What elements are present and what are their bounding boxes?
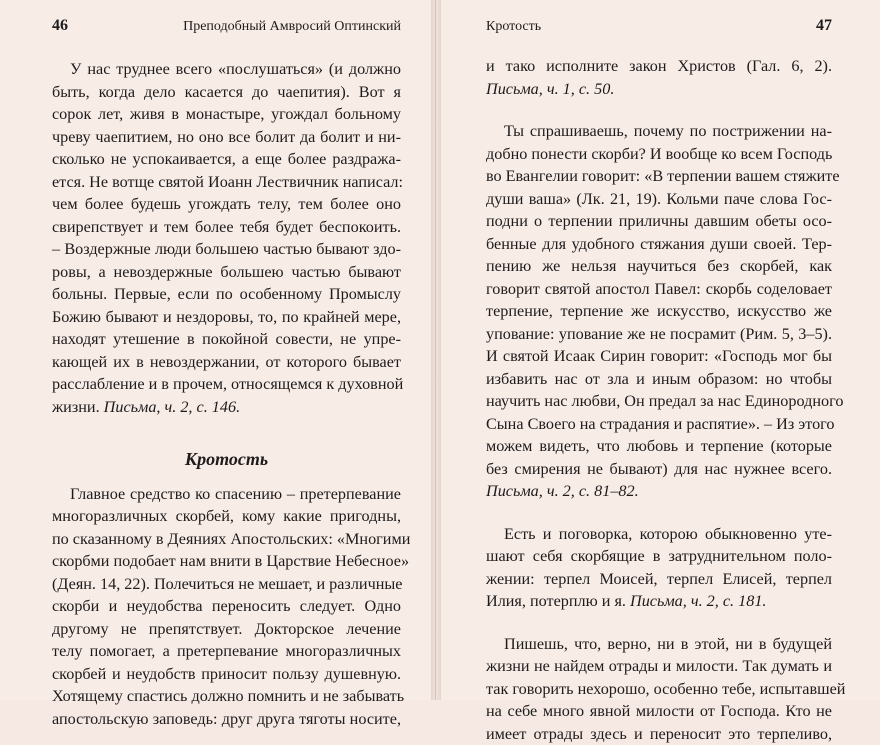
- text-line: находят утешение в покойной совести, не упре-: [52, 328, 401, 351]
- running-head: Преподобный Амвросий Оптинский: [183, 19, 401, 35]
- text-line: по сказанному в Деяниях Апостольских: «Многими: [52, 528, 401, 551]
- text-line: так говорить нехорошо, особенно тебе, испытавшей: [486, 678, 832, 701]
- text-line: сорок лет, живя в монастыре, угождал больному: [52, 103, 401, 126]
- text-line: жизни не найдем отрады и милости. Так думать и: [486, 655, 832, 678]
- text-line: многоразличных скорбей, кому какие пригодны,: [52, 505, 401, 528]
- text-line: ровы, а невоздержные большею частью бывают: [52, 261, 401, 284]
- text-line: – Воздержные люди большею частью бывают здо-: [52, 238, 401, 261]
- citation: Письма, ч. 2, с. 146.: [104, 398, 240, 416]
- left-page: [0, 0, 431, 700]
- paragraph: [486, 55, 832, 100]
- text-line: Сына Своего на страдания и распятие». – Из этого: [486, 413, 832, 436]
- text-line: можем видеть, что любовь и терпение (которые: [486, 435, 832, 458]
- text-line: Пишешь, что, верно, ни в этой, ни в будущей: [486, 633, 832, 656]
- text-line: ется. Не вотще святой Иоанн Лествичник написал:: [52, 171, 401, 194]
- text-line: избавить нас от зла и иным образом: но чтобы: [486, 368, 832, 391]
- text-line: научить нас любви, Он предал за нас Единородного: [486, 390, 832, 413]
- text-line: свирепствует и тем более тебя будет беспокоить.: [52, 216, 401, 239]
- paragraph: [52, 483, 401, 731]
- paragraph: [486, 523, 832, 613]
- text-line: У нас труднее всего «послушаться» (и должно: [52, 58, 401, 81]
- section-heading: Кротость: [52, 448, 401, 471]
- text-fragment: Илия, потерплю и я.: [486, 592, 626, 610]
- text-line: терпение, терпение же искусство, искусство же: [486, 300, 832, 323]
- text-line: скорбей и неудобств приносит пользу душевную.: [52, 663, 401, 686]
- text-line: Есть и поговорка, которою обыкновенно уте-: [486, 523, 832, 546]
- book-gutter: [431, 0, 441, 700]
- text-line: (Деян. 14, 22). Полечиться не мешает, и различные: [52, 573, 401, 596]
- paragraph-gap: [486, 100, 832, 120]
- text-line: души ваша» (Лк. 21, 19). Кольми паче слова Гос-: [486, 188, 832, 211]
- page-number: 47: [816, 17, 832, 35]
- paragraph-gap: [486, 503, 832, 523]
- paragraph-gap: [486, 613, 832, 633]
- text-line: подни о терпении приличны давшим обеты осо-: [486, 210, 832, 233]
- paragraph: [486, 120, 832, 503]
- text-line: [52, 396, 401, 419]
- text-line: больны. Первые, если по особенному Промыслу: [52, 283, 401, 306]
- text-line: другому не препятствует. Докторское лечение: [52, 618, 401, 641]
- text-line: сколько не успокаивается, а еще более раздража-: [52, 148, 401, 171]
- text-line: Божию бывают и нездоровы, то, по крайней мере,: [52, 306, 401, 329]
- right-page: [441, 0, 880, 700]
- text-line: добно понести скорби? И вообще ко всем Господь: [486, 143, 832, 166]
- text-line: упование: упование же не посрамит (Рим. 5, 3–5).: [486, 323, 832, 346]
- text-line: жении: терпел Моисей, терпел Елисей, терпел: [486, 568, 832, 591]
- text-fragment: жизни.: [52, 398, 100, 416]
- paragraph: [52, 58, 401, 418]
- text-line: скорбми подобает нам внити в Царствие Небесное»: [52, 550, 401, 573]
- text-line: шают себя скорбящие в затруднительном поло-: [486, 545, 832, 568]
- text-line: [486, 590, 832, 613]
- text-line: во Евангелии говорит: «В терпении вашем стяжите: [486, 165, 832, 188]
- text-line: апостольскую заповедь: друг друга тяготы носите,: [52, 708, 401, 731]
- text-line: расслабление и в прочем, относящемся к духовной: [52, 373, 401, 396]
- text-line: пению же нельзя научиться без скорбей, как: [486, 255, 832, 278]
- text-line: скорби и неудобства переносить следует. Одно: [52, 595, 401, 618]
- left-page-header: [52, 19, 401, 41]
- text-line: И святой Исаак Сирин говорит: «Господь мог бы: [486, 345, 832, 368]
- text-line: кающей их в невоздержании, от которого бывает: [52, 351, 401, 374]
- text-line: говорит святой апостол Павел: скорбь соделовает: [486, 278, 832, 301]
- text-line: на себе много явной милости от Господа. Кто не: [486, 700, 832, 723]
- citation: Письма, ч. 2, с. 81–82.: [486, 480, 832, 503]
- text-line: без смирения не бывают) для нас нужнее всего.: [486, 458, 832, 481]
- running-head: Кротость: [486, 19, 541, 35]
- text-line: Ты спрашиваешь, почему по пострижении на-: [486, 120, 832, 143]
- right-page-header: [486, 19, 832, 41]
- paragraph: [486, 633, 832, 745]
- left-page-body: [52, 58, 401, 730]
- text-line: и тако исполните закон Христов (Гал. 6, 2).: [486, 55, 832, 78]
- text-line: быть, когда дело касается до чаепития). Вот я: [52, 81, 401, 104]
- text-line: Хотящему спастись должно помнить и не забывать: [52, 685, 401, 708]
- text-line: чем более будешь угождать телу, тем более оно: [52, 193, 401, 216]
- text-line: Главное средство ко спасению – претерпевание: [52, 483, 401, 506]
- page-number: 46: [52, 17, 68, 35]
- text-line: чреву чаепитием, но оно все болит да болит и ни-: [52, 126, 401, 149]
- text-line: имеет отрады здесь и переносит это терпеливо,: [486, 723, 832, 745]
- text-line: бенные для удобного стяжания души своей. Тер-: [486, 233, 832, 256]
- citation: Письма, ч. 1, с. 50.: [486, 78, 832, 101]
- citation: Письма, ч. 2, с. 181.: [630, 592, 766, 610]
- right-page-body: [486, 55, 832, 745]
- text-line: телу помогает, а претерпевание многоразличных: [52, 640, 401, 663]
